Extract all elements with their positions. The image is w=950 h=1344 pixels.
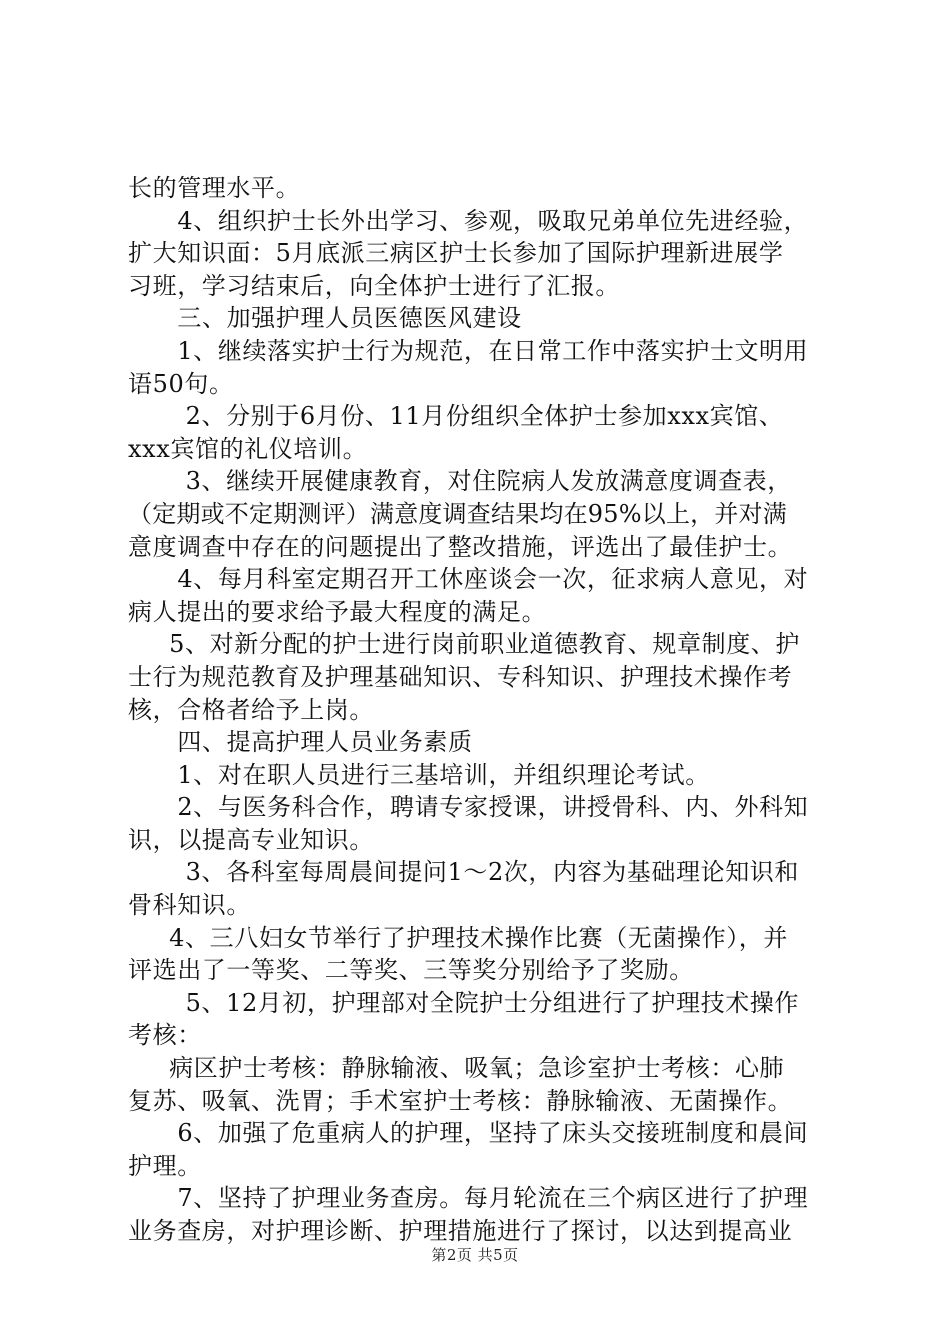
text-line: 意度调查中存在的问题提出了整改措施，评选出了最佳护士。: [128, 532, 793, 561]
page-footer: 第2页 共5页: [431, 1246, 519, 1264]
text-line: 士行为规范教育及护理基础知识、专科知识、护理技术操作考: [128, 662, 793, 691]
text-line: 4、每月科室定期召开工休座谈会一次，征求病人意见，对: [128, 565, 809, 594]
document-body: [128, 172, 840, 1248]
text-line: 3、各科室每周晨间提问1～2次，内容为基础理论知识和: [128, 858, 800, 887]
text-line: 识，以提高专业知识。: [128, 825, 374, 854]
text-line: 4、三八妇女节举行了护理技术操作比赛（无菌操作），并: [128, 923, 789, 952]
text-line: 5、对新分配的护士进行岗前职业道德教育、规章制度、护: [128, 630, 801, 659]
text-line: 扩大知识面：5月底派三病区护士长参加了国际护理新进展学: [128, 239, 784, 268]
text-line: 业务查房，对护理诊断、护理措施进行了探讨，以达到提高业: [128, 1217, 793, 1245]
text-line: 评选出了一等奖、二等奖、三等奖分别给予了奖励。: [128, 956, 694, 985]
text-line: xxx宾馆的礼仪培训。: [128, 434, 368, 463]
text-line: 长的管理水平。: [128, 174, 301, 202]
text-line: 病人提出的要求给予最大程度的满足。: [128, 597, 547, 626]
text-line: 3、继续开展健康教育，对住院病人发放满意度调查表，: [128, 467, 792, 496]
text-line: 病区护士考核：静脉输液、吸氧；急诊室护士考核：心肺: [128, 1054, 785, 1083]
text-line: 习班，学习结束后，向全体护士进行了汇报。: [128, 271, 620, 300]
text-line: 1、对在职人员进行三基培训，并组织理论考试。: [128, 760, 710, 789]
section-heading: 四、提高护理人员业务素质: [128, 728, 473, 757]
section-heading: 三、加强护理人员医德医风建设: [128, 304, 522, 333]
text-line: 1、继续落实护士行为规范，在日常工作中落实护士文明用: [128, 336, 809, 365]
text-line: 2、分别于6月份、11月份组织全体护士参加xxx宾馆、: [128, 402, 784, 431]
text-line: 5、12月初，护理部对全院护士分组进行了护理技术操作: [128, 988, 800, 1017]
text-line: 考核：: [128, 1021, 202, 1050]
text-line: 护理。: [128, 1151, 202, 1180]
text-line: 骨科知识。: [128, 891, 251, 920]
text-line: 7、坚持了护理业务查房。每月轮流在三个病区进行了护理: [128, 1184, 809, 1213]
text-line: 4、组织护士长外出学习、参观，吸取兄弟单位先进经验，: [128, 206, 809, 235]
text-line: 6、加强了危重病人的护理，坚持了床头交接班制度和晨间: [128, 1119, 809, 1148]
text-line: 复苏、吸氧、洗胃；手术室护士考核：静脉输液、无菌操作。: [128, 1086, 793, 1115]
text-line: 2、与医务科合作，聘请专家授课，讲授骨科、内、外科知: [128, 793, 809, 822]
text-line: 语50句。: [128, 369, 234, 398]
text-line: 核，合格者给予上岗。: [128, 695, 374, 724]
text-line: （定期或不定期测评）满意度调查结果均在95%以上，并对满: [128, 499, 787, 528]
